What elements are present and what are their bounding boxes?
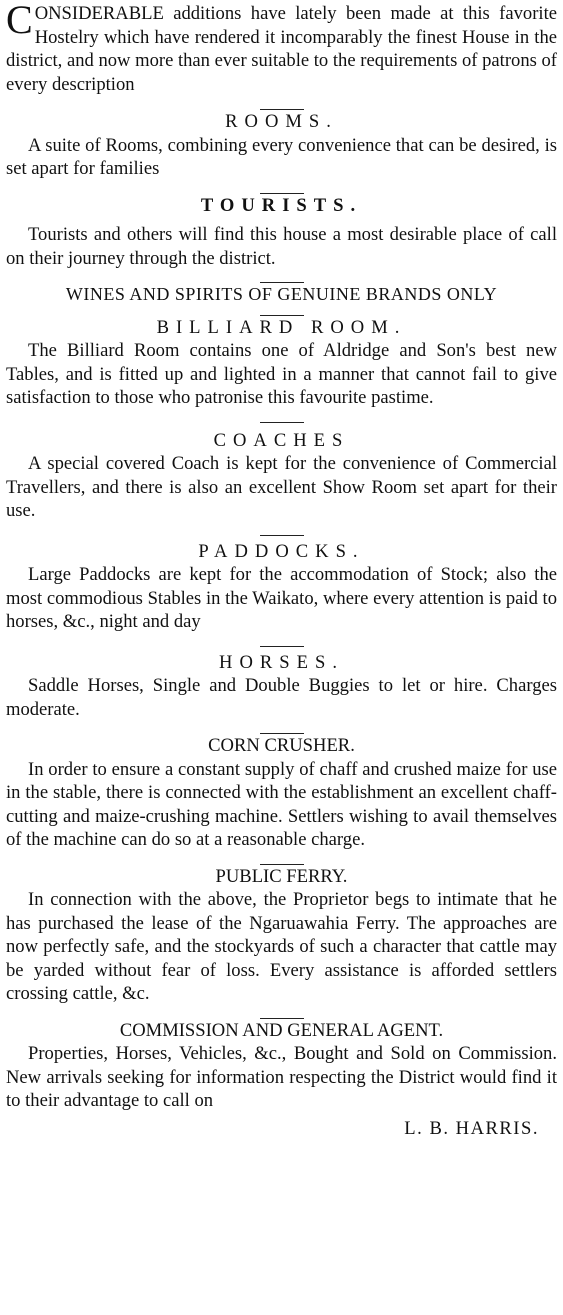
body-corn-crusher: In order to ensure a constant supply of chaff and crushed maize for use in the stable, there is connected with the establishment an excellent chaff-cutting and maize-crushing machine. Settlers wishing to avail themselves of the machine can do so at a reasonable charge. — [6, 758, 557, 850]
body-horses: Saddle Horses, Single and Double Buggies to let or hire. Charges moderate. — [6, 675, 557, 720]
divider-rule — [260, 422, 304, 423]
heading-coaches: COACHES — [213, 429, 350, 451]
divider-rule — [260, 646, 304, 647]
divider-rule — [260, 535, 304, 536]
heading-wines-spirits: WINES AND SPIRITS OF GENUINE BRANDS ONLY — [65, 284, 498, 304]
signature: L. B. HARRIS. — [404, 1117, 539, 1139]
body-paddocks: Large Paddocks are kept for the accommodation of Stock; also the most commodious Stables in the Waikato, where every attention is paid to horses, &c., night and day — [6, 564, 557, 632]
body-commission-agent: Properties, Horses, Vehicles, &c., Bought and Sold on Commission. New arrivals seeking for information respecting the District would find it to their advantage to call on — [6, 1043, 557, 1111]
heading-horses: HORSES. — [219, 651, 344, 673]
body-public-ferry: In connection with the above, the Proprietor begs to intimate that he has purchased the lease of the Ngaruawahia Ferry. The approaches are now perfectly safe, and the stockyards of such a character that cattle may be yarded without fear of loss. Every assistance is afforded settlers crossing cattle, &c. — [6, 889, 557, 1004]
body-coaches: A special covered Coach is kept for the convenience of Commercial Travellers, and there is also an excellent Show Room set apart for their use. — [6, 453, 557, 521]
heading-commission-agent: COMMISSION AND GENERAL AGENT. — [119, 1019, 444, 1041]
heading-corn-crusher: CORN CRUSHER. — [208, 735, 355, 756]
heading-billiard-room: BILLIARD ROOM. — [156, 316, 407, 338]
heading-paddocks: PADDOCKS. — [198, 540, 365, 562]
heading-tourists: TOURISTS. — [200, 194, 363, 216]
heading-rooms: ROOMS. — [225, 111, 338, 132]
body-billiard-room: The Billiard Room contains one of Aldridge and Son's best new Tables, and is fitted up and lighted in a manner that cannot fail to give satisfaction to those who patronise this favourite pastime. — [6, 340, 557, 408]
body-tourists: Tourists and others will find this house a most desirable place of call on their journey through the district. — [6, 224, 557, 269]
heading-public-ferry: PUBLIC FERRY. — [215, 865, 348, 887]
intro-text: ONSIDERABLE additions have lately been made at this favorite Hostelry which have rendered it incomparably the finest House in the district, and now more than ever suitable to the requirements of patrons of every description — [6, 3, 557, 95]
drop-cap: C — [6, 0, 33, 42]
intro-paragraph — [6, 0, 557, 96]
body-rooms: A suite of Rooms, combining every convenience that can be desired, is set apart for families — [6, 134, 557, 179]
